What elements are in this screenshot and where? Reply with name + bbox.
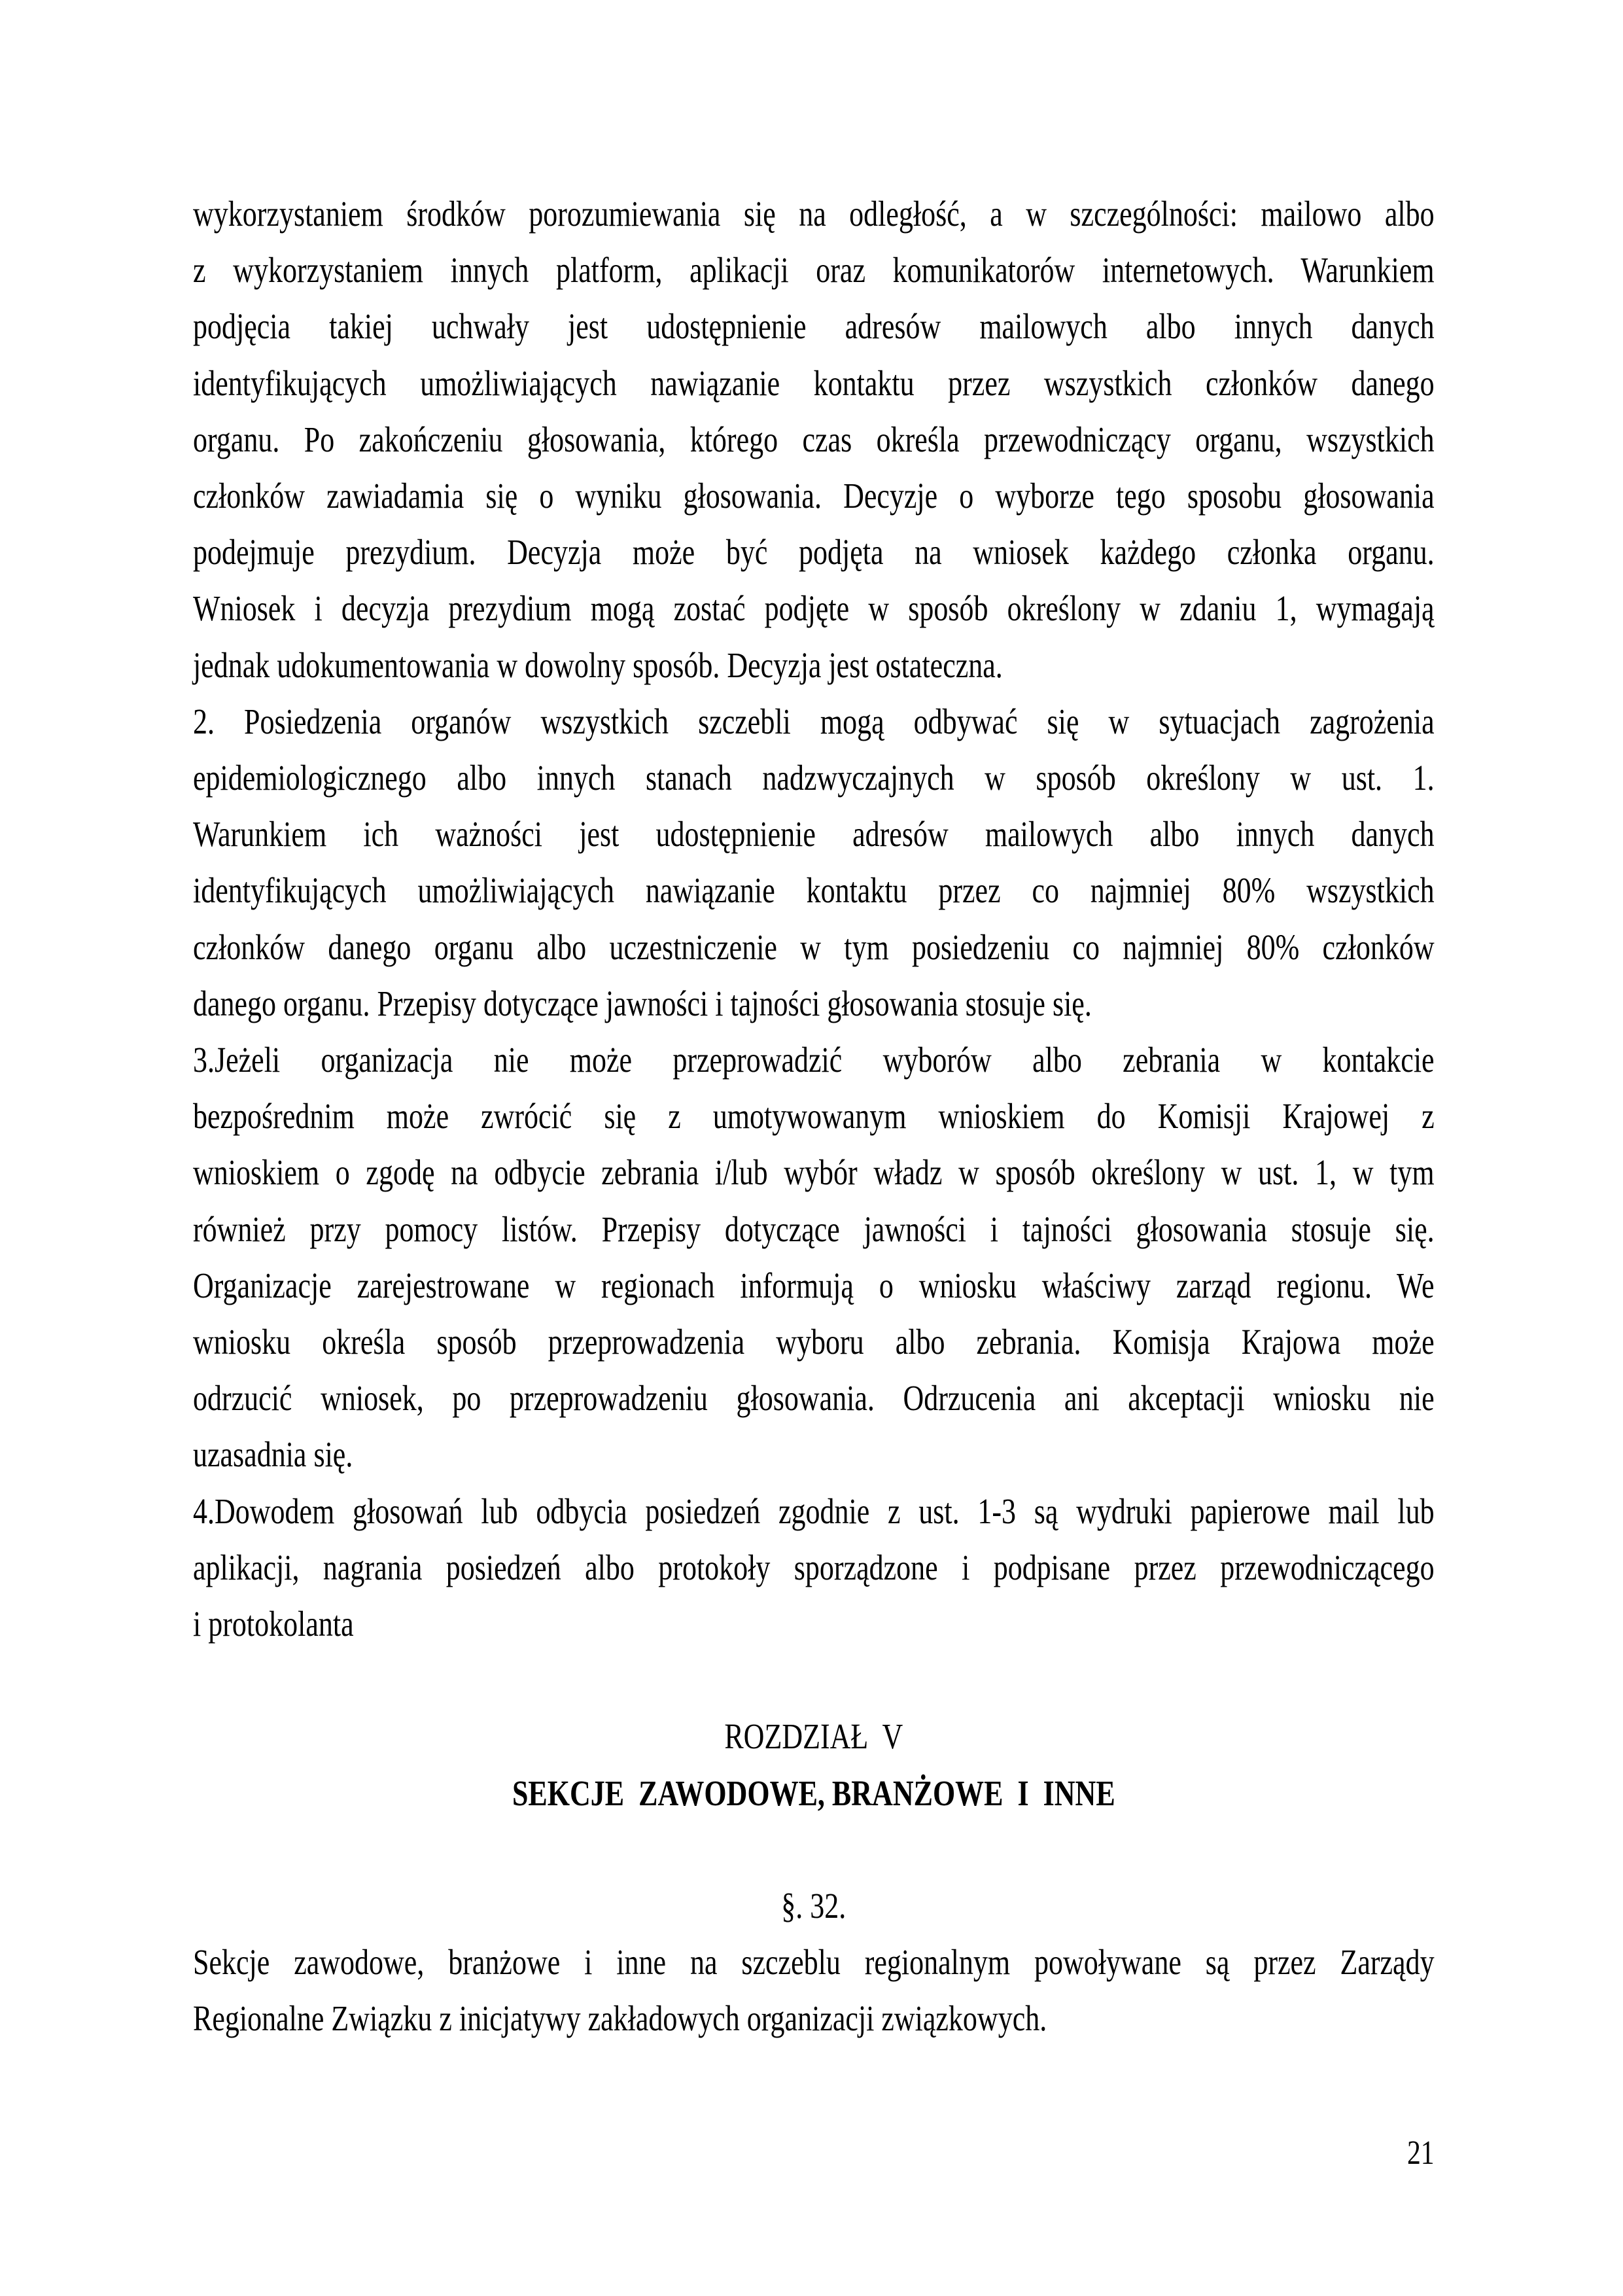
text-line: jednak udokumentowania w dowolny sposób. Decyzja jest ostateczna. [193, 645, 1003, 685]
text-line: organu. Po zakończeniu głosowania, którego czas określa przewodniczący organu, wszystkich [193, 419, 1435, 459]
section-heading: §. 32. [781, 1886, 846, 1926]
text-line: Regionalne Związku z inicjatywy zakładowych organizacji związkowych. [193, 1998, 1047, 2039]
text-line: wykorzystaniem środków porozumiewania się na odległość, a w szczególności: mailowo albo [193, 194, 1435, 234]
paragraph-ust-2 [193, 694, 1435, 1032]
blank-line [193, 1822, 1435, 1878]
chapter-heading: ROZDZIAŁ V [724, 1716, 903, 1757]
text-line: 4.Dowodem głosowań lub odbycia posiedzeń zgodnie z ust. 1-3 są wydruki papierowe mail lub [193, 1491, 1435, 1531]
paragraph-ust-4 [193, 1483, 1435, 1653]
blank-line [193, 1652, 1435, 1708]
text-line: podejmuje prezydium. Decyzja może być podjęta na wniosek każdego członka organu. [193, 532, 1435, 573]
text-line: Wniosek i decyzja prezydium mogą zostać podjęte w sposób określony w zdaniu 1, wymagają [193, 588, 1435, 629]
text-line: identyfikujących umożliwiających nawiązanie kontaktu przez wszystkich członków danego [193, 362, 1435, 403]
paragraph-ust-3 [193, 1032, 1435, 1483]
text-line: 3.Jeżeli organizacja nie może przeprowadzić wyborów albo zebrania w kontakcie [193, 1040, 1435, 1080]
text-line: uzasadnia się. [193, 1434, 353, 1475]
text-line: epidemiologicznego albo innych stanach nadzwyczajnych w sposób określony w ust. 1. [193, 758, 1435, 798]
text-line: odrzucić wniosek, po przeprowadzeniu głosowania. Odrzucenia ani akceptacji wniosku nie [193, 1378, 1435, 1419]
text-line: 2. Posiedzenia organów wszystkich szczebli mogą odbywać się w sytuacjach zagrożenia [193, 701, 1435, 741]
text-line: Sekcje zawodowe, branżowe i inne na szczeblu regionalnym powoływane są przez Zarządy [193, 1942, 1435, 1983]
text-line: również przy pomocy listów. Przepisy dotyczące jawności i tajności głosowania stosuje się. [193, 1209, 1435, 1249]
text-line: Organizacje zarejestrowane w regionach informują o wniosku właściwy zarząd regionu. We [193, 1265, 1435, 1305]
page-number: 21 [1407, 2134, 1435, 2172]
chapter-title: SEKCJE ZAWODOWE, BRANŻOWE I INNE [512, 1773, 1115, 1813]
text-line: wnioskiem o zgodę na odbycie zebrania i/lub wybór władz w sposób określony w ust. 1, w tym [193, 1152, 1435, 1193]
text-line: podjęcia takiej uchwały jest udostępnienie adresów mailowych albo innych danych [193, 306, 1435, 347]
paragraph-section-32 [193, 1934, 1435, 2047]
paragraph-ust-1-continuation [193, 186, 1435, 694]
text-line: wniosku określa sposób przeprowadzenia wyboru albo zebrania. Komisja Krajowa może [193, 1322, 1435, 1362]
text-line: z wykorzystaniem innych platform, aplikacji oraz komunikatorów internetowych. Warunkiem [193, 250, 1435, 291]
text-line: Warunkiem ich ważności jest udostępnienie adresów mailowych albo innych danych [193, 814, 1435, 855]
document-body [193, 186, 1435, 2172]
text-line: bezpośrednim może zwrócić się z umotywowanym wnioskiem do Komisji Krajowej z [193, 1096, 1435, 1137]
text-line: danego organu. Przepisy dotyczące jawności i tajności głosowania stosuje się. [193, 983, 1092, 1023]
text-line: członków zawiadamia się o wyniku głosowania. Decyzje o wyborze tego sposobu głosowania [193, 476, 1435, 516]
text-line: identyfikujących umożliwiających nawiązanie kontaktu przez co najmniej 80% wszystkich [193, 870, 1435, 911]
text-line: aplikacji, nagrania posiedzeń albo protokoły sporządzone i podpisane przez przewodniczącego [193, 1547, 1435, 1587]
text-line: i protokolanta [193, 1604, 354, 1644]
text-line: członków danego organu albo uczestniczenie w tym posiedzeniu co najmniej 80% członków [193, 927, 1435, 967]
